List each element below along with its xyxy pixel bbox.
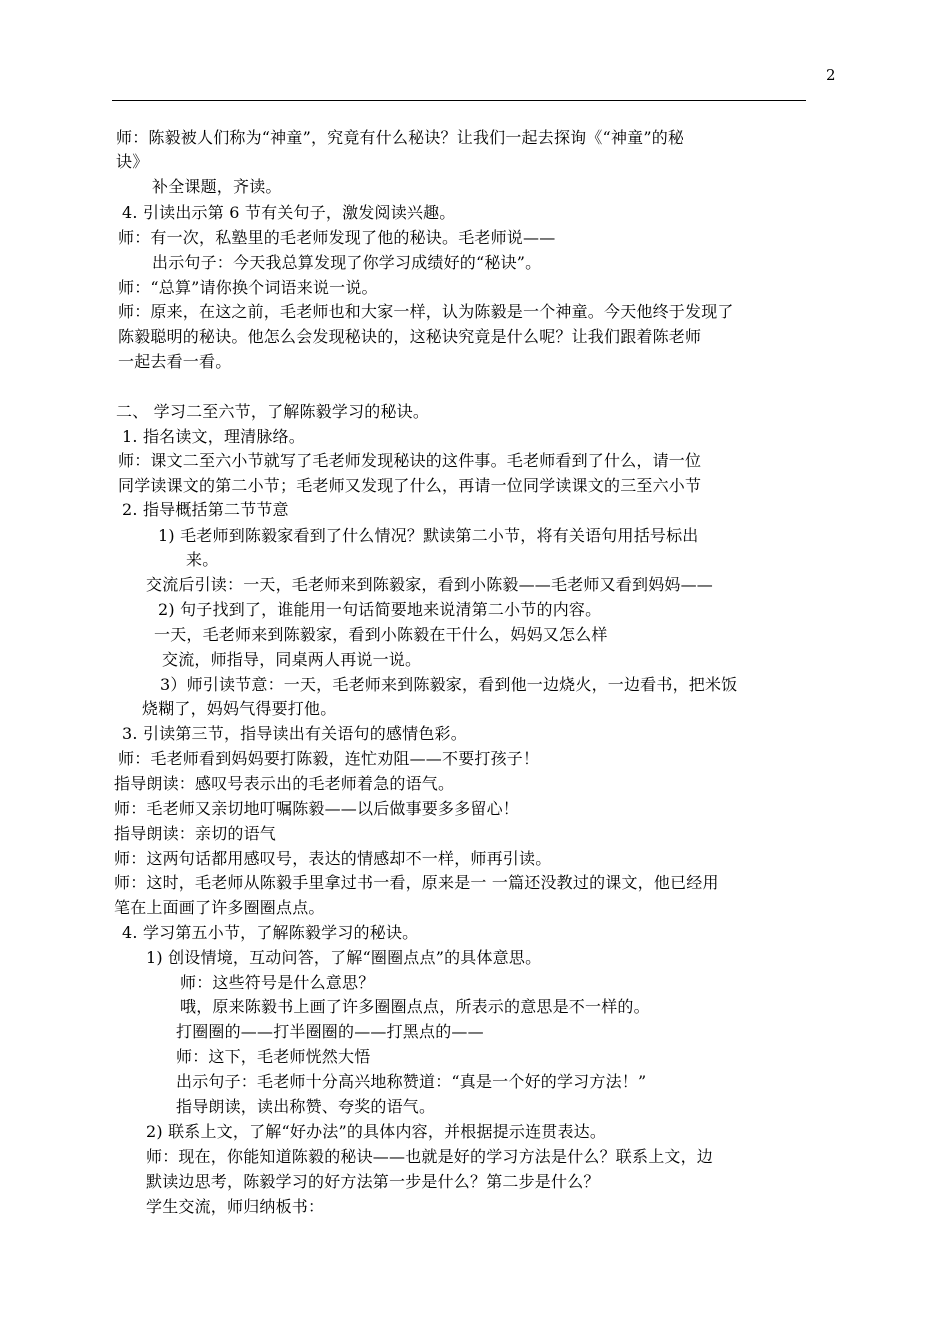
text-line: 默读边思考，陈毅学习的好方法第一步是什么？第二步是什么？ — [146, 1172, 600, 1191]
page-number: 2 — [826, 66, 836, 84]
text-line: 陈毅聪明的秘诀。他怎么会发现秘诀的，这秘诀究竟是什么呢？让我们跟着陈老师 — [118, 327, 702, 346]
text-line: 二、 学习二至六节，了解陈毅学习的秘诀。 — [116, 402, 430, 421]
text-line: 补全课题，齐读。 — [152, 177, 282, 196]
text-line: 2) 联系上文，了解“好办法”的具体内容，并根据提示连贯表达。 — [146, 1122, 607, 1141]
text-line: 2) 句子找到了，谁能用一句话简要地来说清第二小节的内容。 — [158, 600, 602, 619]
text-line: 师：有一次，私塾里的毛老师发现了他的秘诀。毛老师说—— — [118, 228, 556, 247]
text-line: 师：这些符号是什么意思？ — [180, 973, 375, 992]
text-line: 出示句子：今天我总算发现了你学习成绩好的“秘诀”。 — [152, 253, 542, 272]
text-line: 打圈圈的——打半圈圈的——打黑点的—— — [176, 1022, 484, 1041]
text-line: 烧糊了，妈妈气得要打他。 — [142, 699, 337, 718]
text-line: 出示句子：毛老师十分高兴地称赞道：“真是一个好的学习方法！” — [176, 1072, 647, 1091]
text-line: 师：毛老师看到妈妈要打陈毅，连忙劝阻——不要打孩子！ — [118, 749, 540, 768]
text-line: 一起去看一看。 — [118, 352, 232, 371]
text-line: 同学读课文的第二小节；毛老师又发现了什么，再请一位同学读课文的三至六小节 — [118, 476, 702, 495]
text-line: 指导朗读：亲切的语气 — [114, 824, 277, 843]
text-line: 交流后引读：一天，毛老师来到陈毅家，看到小陈毅——毛老师又看到妈妈—— — [146, 575, 714, 594]
text-line: 师：这下，毛老师恍然大悟 — [176, 1047, 371, 1066]
text-line: 3. 引读第三节，指导读出有关语句的感情色彩。 — [122, 724, 467, 743]
text-line: 4. 引读出示第 6 节有关句子，激发阅读兴趣。 — [122, 203, 456, 222]
text-line: 笔在上面画了许多圈圈点点。 — [114, 898, 325, 917]
text-line: 交流，师指导，同桌两人再说一说。 — [162, 650, 422, 669]
text-line: 1) 创设情境，互动问答，了解“圈圈点点”的具体意思。 — [146, 948, 542, 967]
text-line: 师：现在，你能知道陈毅的秘诀——也就是好的学习方法是什么？联系上文，边 — [146, 1147, 714, 1166]
text-line: 一天，毛老师来到陈毅家，看到小陈毅在干什么，妈妈又怎么样 — [154, 625, 608, 644]
text-line: 师：毛老师又亲切地叮嘱陈毅——以后做事要多多留心！ — [114, 799, 520, 818]
text-line: 1) 毛老师到陈毅家看到了什么情况？默读第二小节，将有关语句用括号标出 — [158, 526, 699, 545]
text-line: 4. 学习第五小节，了解陈毅学习的秘诀。 — [122, 923, 419, 942]
text-line: 诀》 — [116, 152, 149, 171]
text-line: 3）师引读节意：一天，毛老师来到陈毅家，看到他一边烧火，一边看书，把米饭 — [160, 675, 738, 694]
text-line: 师：“总算”请你换个词语来说一说。 — [118, 278, 378, 297]
header-rule — [112, 100, 806, 101]
text-line: 1. 指名读文，理清脉络。 — [122, 427, 305, 446]
text-line: 师：这两句话都用感叹号，表达的情感却不一样，师再引读。 — [114, 849, 552, 868]
text-line: 指导朗读：感叹号表示出的毛老师着急的语气。 — [114, 774, 455, 793]
text-line: 来。 — [186, 550, 219, 569]
text-line: 师：陈毅被人们称为“神童”，究竟有什么秘诀？让我们一起去探询《“神童”的秘 — [116, 128, 685, 147]
text-line: 2. 指导概括第二节节意 — [122, 500, 289, 519]
text-line: 学生交流，师归纳板书： — [146, 1197, 325, 1216]
text-line: 哦，原来陈毅书上画了许多圈圈点点，所表示的意思是不一样的。 — [180, 997, 650, 1016]
text-line: 师：原来，在这之前，毛老师也和大家一样，认为陈毅是一个神童。今天他终于发现了 — [118, 302, 734, 321]
text-line: 指导朗读，读出称赞、夸奖的语气。 — [176, 1097, 436, 1116]
text-line: 师：这时，毛老师从陈毅手里拿过书一看，原来是一 一篇还没教过的课文，他已经用 — [114, 873, 719, 892]
text-line: 师：课文二至六小节就写了毛老师发现秘诀的这件事。毛老师看到了什么，请一位 — [118, 451, 702, 470]
